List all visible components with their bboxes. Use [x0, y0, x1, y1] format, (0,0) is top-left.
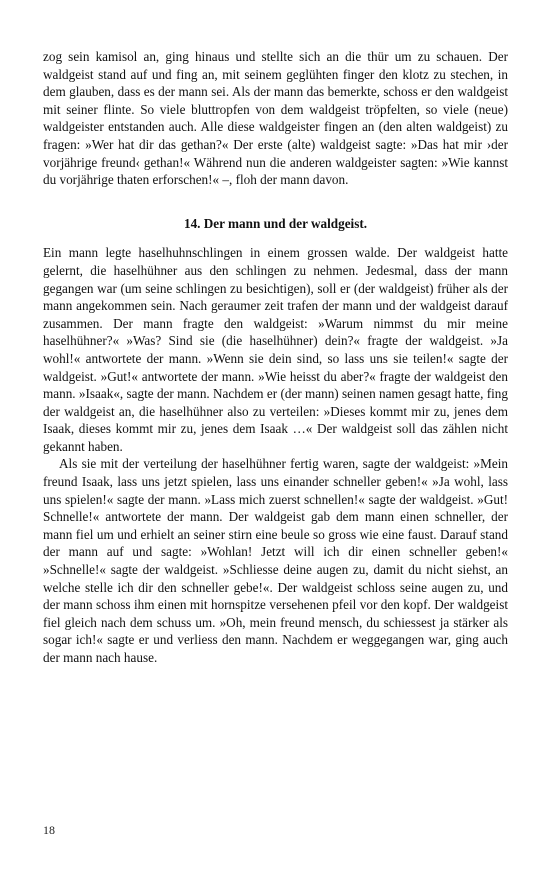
document-page — [43, 48, 508, 667]
section-paragraph-1: Ein mann legte haselhuhnschlingen in einem grossen walde. Der waldgeist hatte gelernt, die haselhühner aus den schlingen zu nehmen. Jedesmal, dass der mann gegangen war (um seine schlingen zu besichtigen), soll er (der waldgeist) früher als der mann angekommen sein. Nach geraumer zeit trafen der mann und der waldgeist darauf zusammen. Der mann fragte den waldgeist: »Warum nimmst du mir meine haselhühner?« »Was? Sind sie (die haselhühner) dein?« fragte der waldgeist. »Ja wohl!« antwortete der mann. »Wenn sie dein sind, so lass uns sie teilen!« sagte der waldgeist. »Gut!« antwortete der mann. »Wie heisst du aber?« fragte der waldgeist den mann. »Isaak«, sagte der mann. Nachdem er (der mann) seinen namen gesagt hatte, fing der waldgeist an, die haselhühner also zu verteilen: »Dieses kommt mir zu, jenes dem Isaak, dieses kommt mir zu, jenes dem Isaak …« Der waldgeist soll das zählen nicht gekannt haben. — [43, 245, 508, 454]
page-number: 18 — [43, 823, 55, 837]
section-title: 14. Der mann und der waldgeist. — [183, 215, 368, 231]
section-paragraph-2: Als sie mit der verteilung der haselhühner fertig waren, sagte der waldgeist: »Mein freund Isaak, lass uns jetzt spielen, lass uns einander schneller geben!« »Ja wohl, lass uns spielen!« sagte der mann. »Lass mich zuerst schnellen!« sagte der waldgeist. »Gut! Schnelle!« antwortete der mann. Der waldgeist gab dem mann einen schneller, der mann fiel um und erhielt an seiner stirn eine beule so gross wie eine faust. Darauf stand der mann auf und sagte: »Wohlan! Jetzt will ich dir einen schneller geben!« »Schnelle!« sagte der waldgeist. »Schliesse deine augen zu, damit du nicht siehst, an welche stelle ich dir den schneller gebe!«. Der waldgeist schloss seine augen zu, und der mann schoss ihm einen mit hornspitze versehenen pfeil vor den kopf. Der waldgeist fiel gleich nach dem schuss um. »Oh, mein freund mensch, du schiessest ja stärker als sogar ich!« sagte er und verliess den mann. Nachdem er weggegangen war, ging auch der mann nach hause. — [43, 456, 508, 665]
paragraph-continuation: zog sein kamisol an, ging hinaus und stellte sich an die thür um zu schauen. Der waldgeist stand auf und fing an, mit seinem geglühten finger den klotz zu stechen, in dem glauben, dass es der mann sei. Als der mann das bemerkte, schoss er den waldgeist mit seiner flinte. So viele bluttropfen von dem waldgeist tröpfelten, so viele (neue) waldgeister entstanden auch. Alle diese waldgeister fingen an (den alten waldgeist) zu fragen: »Wer hat dir das gethan?« Der erste (alte) waldgeist sagte: »Das hat mir ›der vorjährige freund‹ gethan!« Während nun die anderen waldgeister sagten: »Wie kannst du vorjährige thaten erforschen!« –, floh der mann davon. — [43, 49, 508, 188]
